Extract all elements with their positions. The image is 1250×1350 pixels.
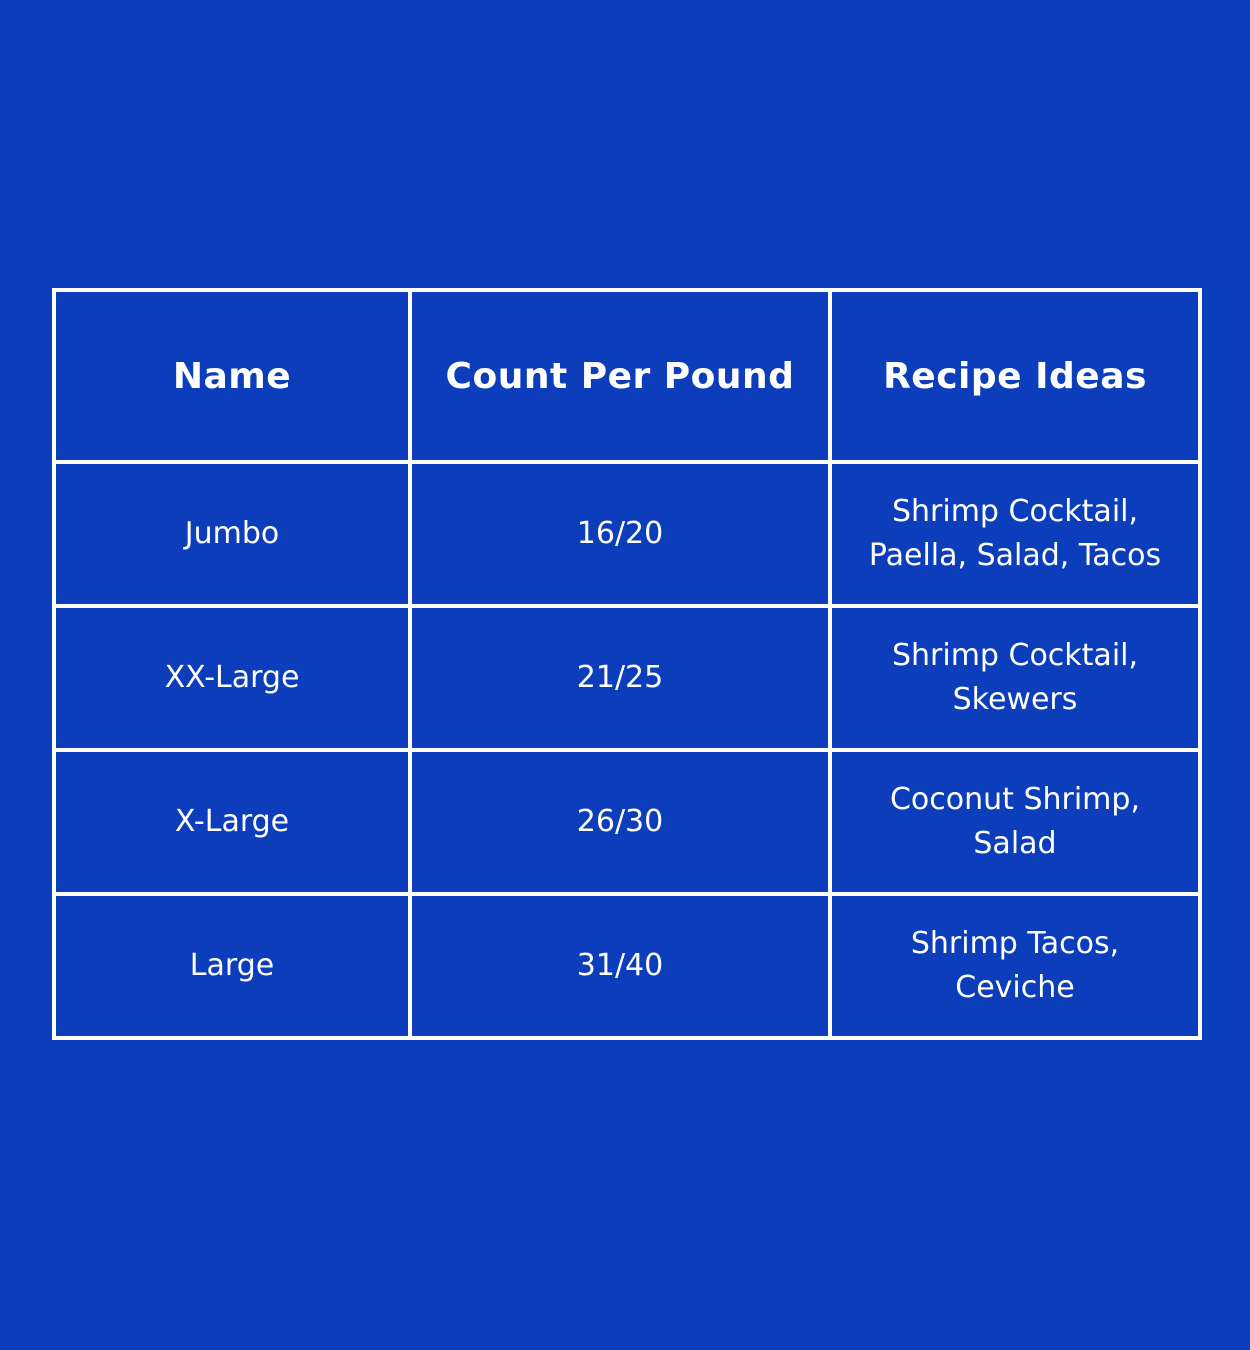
cell-name: Jumbo bbox=[54, 462, 410, 606]
table-row bbox=[54, 894, 1200, 1038]
cell-recipe bbox=[830, 750, 1200, 894]
header-name: Name bbox=[54, 290, 410, 462]
recipe-line: Shrimp Tacos, bbox=[910, 926, 1120, 961]
cell-name: XX-Large bbox=[54, 606, 410, 750]
cell-count: 21/25 bbox=[410, 606, 830, 750]
cell-name: Large bbox=[54, 894, 410, 1038]
table-row bbox=[54, 606, 1200, 750]
table-header-row bbox=[54, 290, 1200, 462]
recipe-line: Paella, Salad, Tacos bbox=[868, 538, 1162, 573]
recipe-line: Salad bbox=[973, 826, 1057, 861]
table-row bbox=[54, 750, 1200, 894]
recipe-line: Shrimp Cocktail, bbox=[891, 638, 1139, 673]
shrimp-size-table bbox=[52, 288, 1202, 1040]
recipe-line: Coconut Shrimp, bbox=[889, 782, 1140, 817]
table-row bbox=[54, 462, 1200, 606]
cell-count: 16/20 bbox=[410, 462, 830, 606]
cell-recipe bbox=[830, 462, 1200, 606]
recipe-line: Ceviche bbox=[955, 970, 1075, 1005]
recipe-line: Shrimp Cocktail, bbox=[891, 494, 1139, 529]
cell-recipe bbox=[830, 606, 1200, 750]
cell-recipe bbox=[830, 894, 1200, 1038]
cell-name: X-Large bbox=[54, 750, 410, 894]
header-recipe-ideas: Recipe Ideas bbox=[830, 290, 1200, 462]
cell-count: 31/40 bbox=[410, 894, 830, 1038]
header-count-per-pound: Count Per Pound bbox=[410, 290, 830, 462]
recipe-line: Skewers bbox=[952, 682, 1078, 717]
cell-count: 26/30 bbox=[410, 750, 830, 894]
